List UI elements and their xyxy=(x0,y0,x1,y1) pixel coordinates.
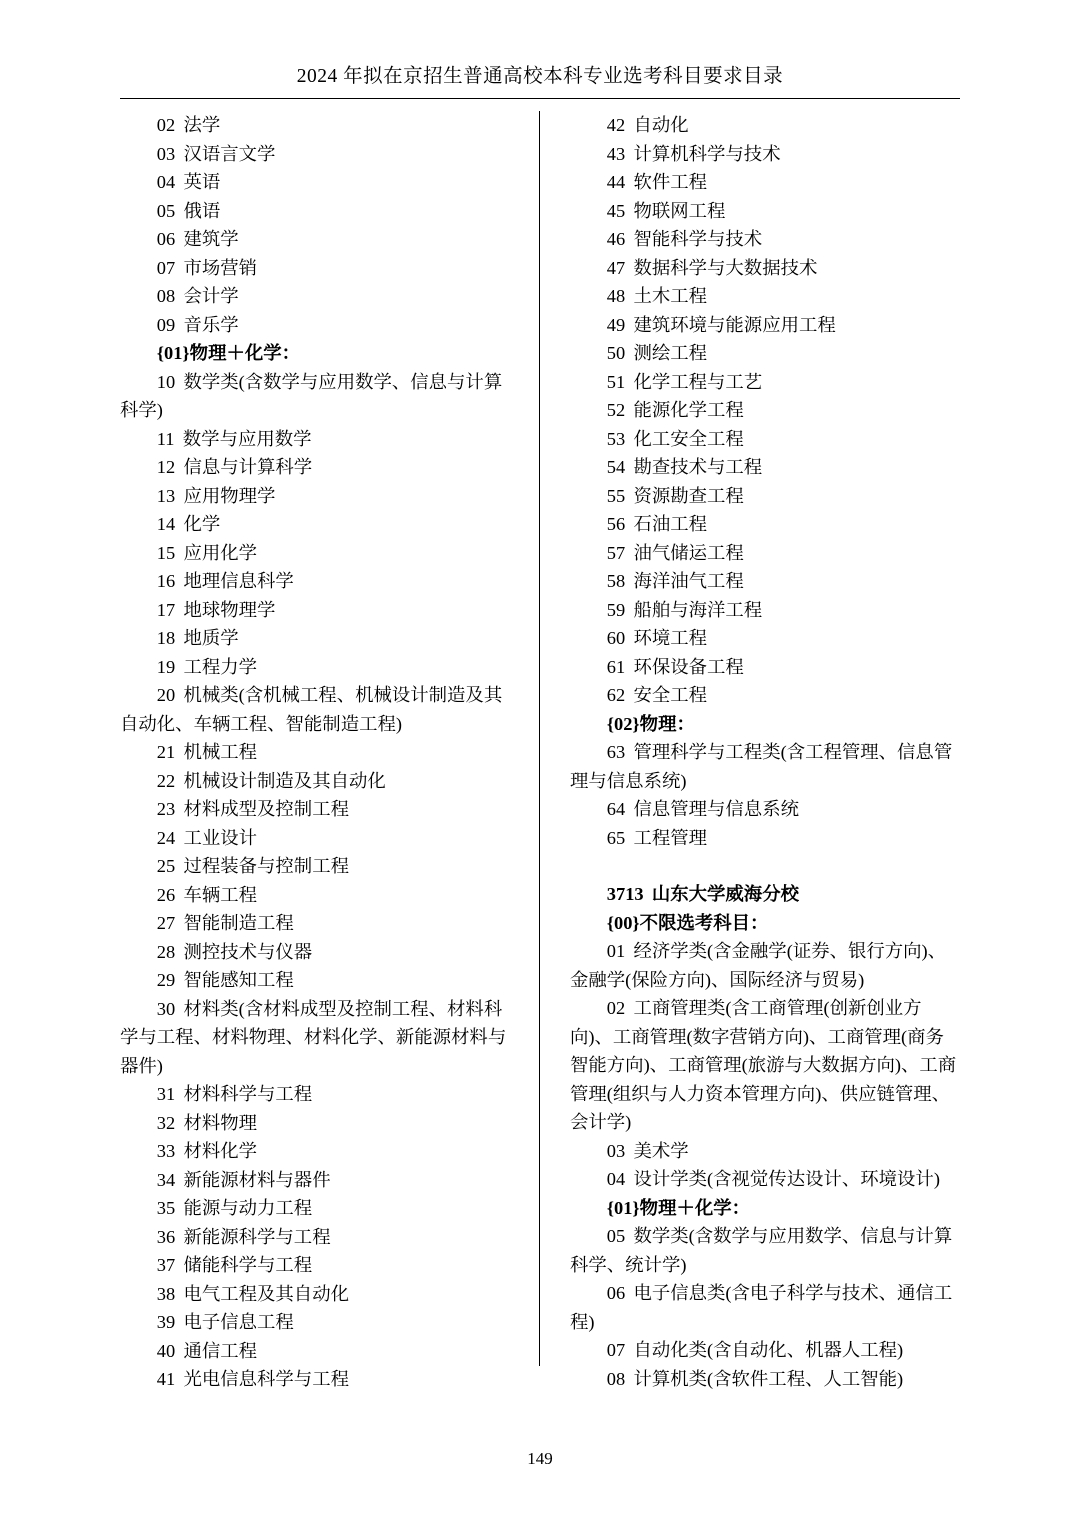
major-entry xyxy=(570,1165,960,1194)
major-entry xyxy=(570,1336,960,1365)
major-name: 地理信息科学 xyxy=(183,571,294,591)
school-code: 3713 xyxy=(606,884,644,904)
major-entry xyxy=(570,1279,960,1336)
major-entry xyxy=(570,795,960,824)
major-entry xyxy=(570,396,960,425)
major-code: 40 xyxy=(156,1340,176,1361)
major-name: 油气储运工程 xyxy=(633,542,744,563)
major-code: 31 xyxy=(156,1084,176,1104)
major-entry xyxy=(570,225,960,254)
major-entry xyxy=(120,1166,517,1195)
subject-requirement-label: {01}物理＋化学： xyxy=(156,343,301,363)
major-name: 测绘工程 xyxy=(633,343,708,363)
major-code: 11 xyxy=(156,428,175,449)
major-entry xyxy=(120,510,517,539)
major-name: 地球物理学 xyxy=(183,599,276,620)
major-code: 30 xyxy=(156,998,176,1019)
major-entry xyxy=(570,453,960,482)
major-code: 62 xyxy=(606,685,626,705)
major-name: 机械设计制造及其自动化 xyxy=(183,770,386,791)
major-entry xyxy=(570,368,960,397)
major-code: 55 xyxy=(606,485,626,506)
major-code: 61 xyxy=(606,656,626,677)
major-name: 设计学类(含视觉传达设计、环境设计) xyxy=(633,1169,940,1189)
major-entry xyxy=(120,1223,517,1252)
major-code: 07 xyxy=(156,257,176,278)
major-entry xyxy=(120,653,517,682)
major-code: 46 xyxy=(606,229,626,249)
major-entry xyxy=(570,624,960,653)
major-code: 29 xyxy=(156,970,176,990)
major-entry xyxy=(570,111,960,140)
major-code: 19 xyxy=(156,656,176,677)
major-code: 03 xyxy=(606,1140,626,1161)
major-name: 物联网工程 xyxy=(633,200,726,221)
major-code: 28 xyxy=(156,941,176,962)
major-entry xyxy=(120,852,517,881)
two-column-body xyxy=(120,111,960,1389)
major-name: 汉语言文学 xyxy=(183,143,276,164)
major-code: 04 xyxy=(606,1169,626,1189)
major-name: 工业设计 xyxy=(183,827,258,848)
major-code: 06 xyxy=(156,229,176,249)
major-code: 10 xyxy=(156,371,176,392)
major-entry xyxy=(120,624,517,653)
major-code: 33 xyxy=(156,1141,176,1161)
major-name: 环境工程 xyxy=(633,628,708,648)
major-name: 电子信息工程 xyxy=(183,1312,294,1332)
subject-requirement-heading xyxy=(570,1194,960,1223)
major-code: 48 xyxy=(606,286,626,306)
major-code: 57 xyxy=(606,542,626,563)
major-entry xyxy=(120,1337,517,1366)
major-entry xyxy=(570,539,960,568)
major-name: 应用化学 xyxy=(183,542,258,563)
major-code: 44 xyxy=(606,172,626,192)
major-entry xyxy=(120,738,517,767)
major-entry xyxy=(120,482,517,511)
school-name: 山东大学威海分校 xyxy=(651,884,799,904)
major-name: 数学类(含数学与应用数学、信息与计算科学) xyxy=(120,371,503,420)
major-name: 工程力学 xyxy=(183,656,258,677)
major-name: 车辆工程 xyxy=(183,884,258,905)
school-heading xyxy=(570,880,960,909)
major-name: 建筑学 xyxy=(183,229,239,249)
major-code: 14 xyxy=(156,514,176,534)
major-entry xyxy=(120,567,517,596)
major-name: 新能源科学与工程 xyxy=(183,1226,331,1247)
major-code: 39 xyxy=(156,1312,176,1332)
major-entry xyxy=(120,966,517,995)
major-code: 12 xyxy=(156,457,176,477)
major-name: 勘查技术与工程 xyxy=(633,457,763,477)
major-code: 02 xyxy=(606,998,626,1018)
major-name: 测控技术与仪器 xyxy=(183,941,313,962)
major-code: 17 xyxy=(156,599,176,620)
major-name: 材料物理 xyxy=(183,1112,258,1133)
major-entry xyxy=(120,824,517,853)
major-code: 50 xyxy=(606,343,626,363)
major-name: 新能源材料与器件 xyxy=(183,1169,331,1190)
major-entry xyxy=(570,311,960,340)
major-name: 智能科学与技术 xyxy=(633,229,763,249)
major-code: 52 xyxy=(606,400,626,420)
major-entry xyxy=(120,425,517,454)
major-name: 电子信息类(含电子科学与技术、通信工程) xyxy=(570,1283,953,1332)
major-name: 自动化类(含自动化、机器人工程) xyxy=(633,1340,904,1360)
subject-requirement-label: {02}物理： xyxy=(606,713,695,734)
major-name: 俄语 xyxy=(183,200,221,221)
major-code: 58 xyxy=(606,571,626,591)
major-entry xyxy=(120,168,517,197)
major-code: 18 xyxy=(156,628,176,648)
major-entry xyxy=(120,795,517,824)
major-entry xyxy=(570,425,960,454)
subject-requirement-heading xyxy=(120,339,517,368)
major-name: 工商管理类(含工商管理(创新创业方向)、工商管理(数字营销方向)、工商管理(商务智能方向)、工商管理(旅游与大数据方向)、工商管理(组织与人力资本管理方向)、供应链管理、会计学) xyxy=(570,998,957,1132)
major-code: 45 xyxy=(606,200,626,221)
major-entry xyxy=(120,140,517,169)
major-code: 22 xyxy=(156,770,176,791)
major-entry xyxy=(570,596,960,625)
major-name: 数学与应用数学 xyxy=(182,428,312,449)
major-name: 海洋油气工程 xyxy=(633,571,744,591)
major-entry xyxy=(120,1308,517,1337)
major-code: 05 xyxy=(156,200,176,221)
major-code: 51 xyxy=(606,371,626,392)
major-name: 材料科学与工程 xyxy=(183,1084,313,1104)
major-entry xyxy=(120,225,517,254)
major-name: 地质学 xyxy=(183,628,239,648)
header-divider xyxy=(120,98,960,99)
major-entry xyxy=(120,681,517,738)
major-name: 环保设备工程 xyxy=(633,656,744,677)
major-code: 06 xyxy=(606,1283,626,1303)
major-entry xyxy=(570,937,960,994)
section-spacer xyxy=(570,852,960,880)
major-code: 42 xyxy=(606,115,626,135)
major-name: 智能感知工程 xyxy=(183,970,294,990)
major-name: 计算机类(含软件工程、人工智能) xyxy=(633,1368,904,1389)
major-entry xyxy=(120,1251,517,1280)
major-code: 60 xyxy=(606,628,626,648)
major-name: 材料化学 xyxy=(183,1141,258,1161)
major-entry xyxy=(120,881,517,910)
major-entry xyxy=(570,168,960,197)
major-name: 数学类(含数学与应用数学、信息与计算科学、统计学) xyxy=(570,1226,953,1275)
major-entry xyxy=(570,567,960,596)
major-entry xyxy=(570,482,960,511)
major-entry xyxy=(120,1194,517,1223)
major-code: 59 xyxy=(606,599,626,620)
major-entry xyxy=(120,938,517,967)
major-code: 53 xyxy=(606,428,626,449)
major-entry xyxy=(570,339,960,368)
major-code: 64 xyxy=(606,799,626,819)
major-entry xyxy=(570,681,960,710)
major-name: 安全工程 xyxy=(633,685,708,705)
major-name: 英语 xyxy=(183,172,221,192)
major-name: 材料成型及控制工程 xyxy=(183,799,349,819)
major-code: 35 xyxy=(156,1198,176,1218)
major-code: 49 xyxy=(606,314,626,335)
major-entry xyxy=(120,453,517,482)
major-name: 管理科学与工程类(含工程管理、信息管理与信息系统) xyxy=(570,742,953,791)
major-entry xyxy=(570,653,960,682)
major-code: 47 xyxy=(606,257,626,278)
major-name: 过程装备与控制工程 xyxy=(183,856,349,876)
major-entry xyxy=(120,254,517,283)
major-code: 15 xyxy=(156,542,176,563)
major-name: 信息管理与信息系统 xyxy=(633,799,799,819)
major-code: 08 xyxy=(606,1368,626,1389)
major-code: 07 xyxy=(606,1340,626,1360)
major-name: 软件工程 xyxy=(633,172,708,192)
major-name: 资源勘查工程 xyxy=(633,485,744,506)
major-code: 27 xyxy=(156,913,176,933)
major-name: 化学 xyxy=(183,514,221,534)
major-name: 电气工程及其自动化 xyxy=(183,1283,349,1304)
subject-requirement-heading xyxy=(570,710,960,739)
major-code: 32 xyxy=(156,1112,176,1133)
major-entry xyxy=(120,111,517,140)
major-entry xyxy=(120,539,517,568)
subject-requirement-label: {01}物理＋化学： xyxy=(606,1197,751,1218)
major-code: 21 xyxy=(156,742,176,762)
major-name: 机械类(含机械工程、机械设计制造及其自动化、车辆工程、智能制造工程) xyxy=(120,685,503,734)
major-entry xyxy=(570,738,960,795)
left-column xyxy=(120,111,540,1389)
major-entry xyxy=(570,282,960,311)
page-number: 149 xyxy=(527,1449,553,1468)
major-name: 会计学 xyxy=(183,286,239,306)
major-code: 16 xyxy=(156,571,176,591)
major-code: 26 xyxy=(156,884,176,905)
subject-requirement-heading xyxy=(570,909,960,938)
page-title: 2024 年拟在京招生普通高校本科专业选考科目要求目录 xyxy=(296,66,784,87)
major-name: 石油工程 xyxy=(633,514,708,534)
major-entry xyxy=(570,1365,960,1394)
major-entry xyxy=(120,767,517,796)
major-name: 化工安全工程 xyxy=(633,428,744,449)
major-entry xyxy=(120,197,517,226)
major-name: 应用物理学 xyxy=(183,485,276,506)
major-name: 工程管理 xyxy=(633,827,708,848)
major-name: 计算机科学与技术 xyxy=(633,143,781,164)
major-name: 机械工程 xyxy=(183,742,258,762)
major-code: 02 xyxy=(156,115,176,135)
major-code: 08 xyxy=(156,286,176,306)
major-name: 自动化 xyxy=(633,115,689,135)
major-code: 01 xyxy=(606,941,626,961)
major-code: 09 xyxy=(156,314,176,335)
major-name: 数据科学与大数据技术 xyxy=(633,257,818,278)
major-name: 市场营销 xyxy=(183,257,258,278)
major-entry xyxy=(120,1280,517,1309)
major-entry xyxy=(570,994,960,1137)
major-entry xyxy=(120,1109,517,1138)
major-name: 化学工程与工艺 xyxy=(633,371,763,392)
major-code: 20 xyxy=(156,685,176,705)
major-name: 土木工程 xyxy=(633,286,708,306)
major-code: 54 xyxy=(606,457,626,477)
major-entry xyxy=(570,824,960,853)
major-entry xyxy=(570,140,960,169)
major-code: 41 xyxy=(156,1369,176,1389)
major-name: 智能制造工程 xyxy=(183,913,294,933)
major-code: 24 xyxy=(156,827,176,848)
major-name: 能源化学工程 xyxy=(633,400,744,420)
major-code: 13 xyxy=(156,485,176,506)
major-entry xyxy=(120,311,517,340)
major-code: 23 xyxy=(156,799,176,819)
major-name: 材料类(含材料成型及控制工程、材料科学与工程、材料物理、材料化学、新能源材料与器件) xyxy=(120,998,507,1076)
major-code: 37 xyxy=(156,1255,176,1275)
major-code: 43 xyxy=(606,143,626,164)
major-entry xyxy=(120,995,517,1081)
major-name: 船舶与海洋工程 xyxy=(633,599,763,620)
major-code: 38 xyxy=(156,1283,176,1304)
major-name: 经济学类(含金融学(证券、银行方向)、金融学(保险方向)、国际经济与贸易) xyxy=(570,941,947,990)
major-entry xyxy=(570,197,960,226)
major-entry xyxy=(570,254,960,283)
major-name: 信息与计算科学 xyxy=(183,457,313,477)
major-name: 音乐学 xyxy=(183,314,239,335)
major-entry xyxy=(120,1137,517,1166)
major-name: 法学 xyxy=(183,115,221,135)
major-name: 通信工程 xyxy=(183,1340,258,1361)
major-entry xyxy=(120,596,517,625)
major-code: 04 xyxy=(156,172,176,192)
major-entry xyxy=(120,909,517,938)
major-entry xyxy=(120,1080,517,1109)
major-name: 储能科学与工程 xyxy=(183,1255,313,1275)
major-entry xyxy=(120,1365,517,1394)
major-code: 63 xyxy=(606,742,626,762)
major-code: 25 xyxy=(156,856,176,876)
major-entry xyxy=(570,1222,960,1279)
major-name: 光电信息科学与工程 xyxy=(183,1369,349,1389)
major-code: 65 xyxy=(606,827,626,848)
right-column xyxy=(540,111,960,1389)
major-entry xyxy=(120,282,517,311)
major-name: 能源与动力工程 xyxy=(183,1198,313,1218)
major-code: 05 xyxy=(606,1226,626,1246)
major-entry xyxy=(570,510,960,539)
major-code: 36 xyxy=(156,1226,176,1247)
major-code: 34 xyxy=(156,1169,176,1190)
major-code: 03 xyxy=(156,143,176,164)
major-entry xyxy=(570,1137,960,1166)
major-entry xyxy=(120,368,517,425)
subject-requirement-label: {00}不限选考科目： xyxy=(606,912,769,933)
major-name: 建筑环境与能源应用工程 xyxy=(633,314,836,335)
major-name: 美术学 xyxy=(633,1140,689,1161)
major-code: 56 xyxy=(606,514,626,534)
